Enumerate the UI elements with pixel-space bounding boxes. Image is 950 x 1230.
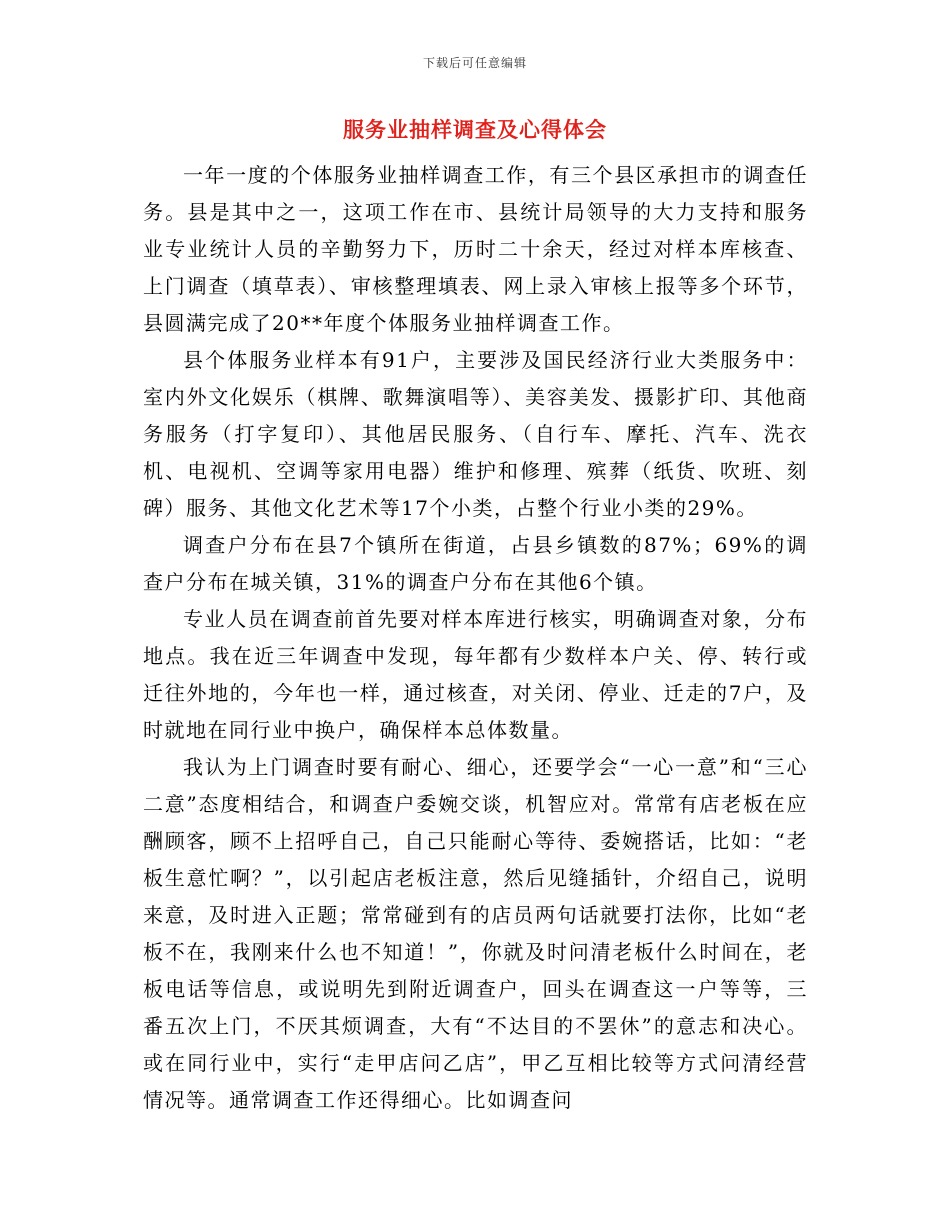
header-note: 下载后可任意编辑 [422, 56, 527, 70]
paragraph: 一年一度的个体服务业抽样调查工作，有三个县区承担市的调查任务。县是其中之一，这项工作在市、县统计局领导的大力支持和服务业专业统计人员的辛勤努力下，历时二十余天，经过对样本库核查、上门调查（填草表）、审核整理填表、网上录入审核上报等多个环节，县圆满完成了20**年度个体服务业抽样调查工作。 [143, 163, 808, 335]
paragraph: 调查户分布在县7个镇所在街道，占县乡镇数的87%；69%的调查户分布在城关镇，31%的调查户分布在其他6个镇。 [143, 533, 808, 594]
paragraph: 县个体服务业样本有91户，主要涉及国民经济行业大类服务中：室内外文化娱乐（棋牌、歌舞演唱等）、美容美发、摄影扩印、其他商务服务（打字复印）、其他居民服务、（自行车、摩托、汽车、洗衣机、电视机、空调等家用电器）维护和修理、殡葬（纸货、吹班、刻碑）服务、其他文化艺术等17个小类，占整个行业小类的29%。 [143, 348, 808, 520]
document-body [143, 157, 808, 1119]
document-title: 服务业抽样调查及心得体会 [343, 117, 607, 142]
paragraph: 专业人员在调查前首先要对样本库进行核实，明确调查对象，分布地点。我在近三年调查中发现，每年都有少数样本户关、停、转行或迁往外地的，今年也一样，通过核查，对关闭、停业、迁走的7户，及时就地在同行业中换户，确保样本总体数量。 [143, 607, 808, 742]
paragraph: 我认为上门调查时要有耐心、细心，还要学会“一心一意”和“三心二意”态度相结合，和调查户委婉交谈，机智应对。常常有店老板在应酬顾客，顾不上招呼自己，自己只能耐心等待、委婉搭话，比如：“老板生意忙啊？”，以引起店老板注意，然后见缝插针，介绍自己，说明来意，及时进入正题；常常碰到有的店员两句话就要打法你，比如“老板不在，我刚来什么也不知道！”，你就及时问清老板什么时间在，老板电话等信息，或说明先到附近调查户，回头在调查这一户等等，三番五次上门，不厌其烦调查，大有“不达目的不罢休”的意志和决心。或在同行业中，实行“走甲店问乙店”，甲乙互相比较等方式问清经营情况等。通常调查工作还得细心。比如调查问 [143, 755, 808, 1112]
